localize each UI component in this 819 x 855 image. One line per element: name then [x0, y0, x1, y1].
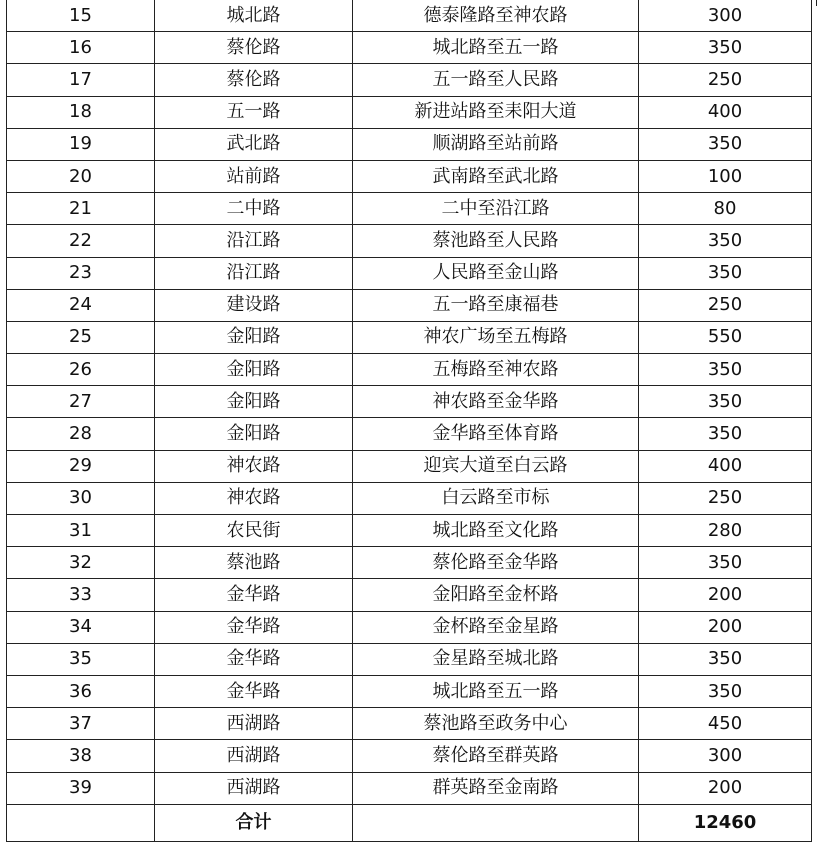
road-name: 武北路 — [155, 128, 353, 160]
road-name: 沿江路 — [155, 257, 353, 289]
road-name: 神农路 — [155, 482, 353, 514]
road-table — [6, 0, 812, 842]
row-number: 39 — [7, 772, 155, 804]
road-name: 五一路 — [155, 96, 353, 128]
total-length: 12460 — [639, 804, 812, 841]
table-row — [7, 772, 812, 804]
table-row — [7, 579, 812, 611]
road-length: 100 — [639, 160, 812, 192]
road-length: 350 — [639, 418, 812, 450]
table-row — [7, 354, 812, 386]
road-section: 五一路至康福巷 — [353, 289, 639, 321]
page-edge-line — [816, 0, 817, 6]
road-length: 250 — [639, 482, 812, 514]
road-name: 金华路 — [155, 643, 353, 675]
road-section: 城北路至五一路 — [353, 32, 639, 64]
table-row — [7, 482, 812, 514]
row-number: 23 — [7, 257, 155, 289]
road-length: 350 — [639, 386, 812, 418]
row-number: 19 — [7, 128, 155, 160]
road-length: 80 — [639, 193, 812, 225]
table-row — [7, 257, 812, 289]
row-number: 27 — [7, 386, 155, 418]
road-length: 300 — [639, 740, 812, 772]
row-number: 38 — [7, 740, 155, 772]
road-section: 蔡伦路至群英路 — [353, 740, 639, 772]
row-number: 29 — [7, 450, 155, 482]
row-number: 33 — [7, 579, 155, 611]
road-name: 西湖路 — [155, 740, 353, 772]
row-number: 17 — [7, 64, 155, 96]
row-number: 21 — [7, 193, 155, 225]
road-section: 蔡伦路至金华路 — [353, 547, 639, 579]
road-length: 400 — [639, 450, 812, 482]
road-length: 350 — [639, 225, 812, 257]
table-row — [7, 450, 812, 482]
road-section: 迎宾大道至白云路 — [353, 450, 639, 482]
row-number: 18 — [7, 96, 155, 128]
road-length: 350 — [639, 32, 812, 64]
row-number: 30 — [7, 482, 155, 514]
table-row — [7, 289, 812, 321]
road-name: 沿江路 — [155, 225, 353, 257]
road-length: 350 — [639, 547, 812, 579]
road-table-body — [7, 0, 812, 841]
road-length: 350 — [639, 354, 812, 386]
road-section: 金华路至体育路 — [353, 418, 639, 450]
road-section: 金星路至城北路 — [353, 643, 639, 675]
road-length: 400 — [639, 96, 812, 128]
road-name: 蔡池路 — [155, 547, 353, 579]
row-number: 34 — [7, 611, 155, 643]
total-number-cell — [7, 804, 155, 841]
row-number: 22 — [7, 225, 155, 257]
road-name: 金华路 — [155, 579, 353, 611]
road-name: 神农路 — [155, 450, 353, 482]
road-section: 新进站路至耒阳大道 — [353, 96, 639, 128]
row-number: 25 — [7, 321, 155, 353]
road-length: 200 — [639, 579, 812, 611]
table-row — [7, 0, 812, 32]
table-row — [7, 225, 812, 257]
road-name: 金华路 — [155, 675, 353, 707]
table-row — [7, 386, 812, 418]
road-length: 550 — [639, 321, 812, 353]
row-number: 15 — [7, 0, 155, 32]
road-section: 白云路至市标 — [353, 482, 639, 514]
table-row — [7, 96, 812, 128]
road-section: 金阳路至金杯路 — [353, 579, 639, 611]
row-number: 36 — [7, 675, 155, 707]
road-section: 德泰隆路至神农路 — [353, 0, 639, 32]
road-name: 二中路 — [155, 193, 353, 225]
table-row — [7, 160, 812, 192]
road-section: 群英路至金南路 — [353, 772, 639, 804]
road-name: 金阳路 — [155, 354, 353, 386]
total-label: 合计 — [155, 804, 353, 841]
road-length: 250 — [639, 289, 812, 321]
road-section: 武南路至武北路 — [353, 160, 639, 192]
row-number: 35 — [7, 643, 155, 675]
row-number: 28 — [7, 418, 155, 450]
road-section: 神农广场至五梅路 — [353, 321, 639, 353]
road-section: 神农路至金华路 — [353, 386, 639, 418]
road-section: 城北路至五一路 — [353, 675, 639, 707]
road-name: 西湖路 — [155, 708, 353, 740]
road-length: 350 — [639, 257, 812, 289]
road-section: 五一路至人民路 — [353, 64, 639, 96]
road-name: 金阳路 — [155, 386, 353, 418]
row-number: 32 — [7, 547, 155, 579]
road-length: 200 — [639, 772, 812, 804]
road-section: 蔡池路至人民路 — [353, 225, 639, 257]
table-row — [7, 418, 812, 450]
road-length: 250 — [639, 64, 812, 96]
table-row — [7, 193, 812, 225]
road-name: 金阳路 — [155, 418, 353, 450]
row-number: 16 — [7, 32, 155, 64]
road-name: 农民街 — [155, 515, 353, 547]
table-row — [7, 643, 812, 675]
row-number: 20 — [7, 160, 155, 192]
table-row — [7, 611, 812, 643]
total-section-cell — [353, 804, 639, 841]
table-row — [7, 128, 812, 160]
road-length: 450 — [639, 708, 812, 740]
road-name: 金华路 — [155, 611, 353, 643]
road-section: 金杯路至金星路 — [353, 611, 639, 643]
road-section: 顺湖路至站前路 — [353, 128, 639, 160]
road-name: 蔡伦路 — [155, 64, 353, 96]
road-name: 蔡伦路 — [155, 32, 353, 64]
road-name: 西湖路 — [155, 772, 353, 804]
road-name: 站前路 — [155, 160, 353, 192]
road-section: 人民路至金山路 — [353, 257, 639, 289]
table-row — [7, 708, 812, 740]
road-length: 350 — [639, 675, 812, 707]
road-section: 五梅路至神农路 — [353, 354, 639, 386]
row-number: 26 — [7, 354, 155, 386]
row-number: 24 — [7, 289, 155, 321]
row-number: 31 — [7, 515, 155, 547]
row-number: 37 — [7, 708, 155, 740]
table-row — [7, 515, 812, 547]
table-row — [7, 740, 812, 772]
table-row — [7, 64, 812, 96]
table-row — [7, 32, 812, 64]
road-length: 200 — [639, 611, 812, 643]
road-name: 城北路 — [155, 0, 353, 32]
road-section: 二中至沿江路 — [353, 193, 639, 225]
road-length: 280 — [639, 515, 812, 547]
table-row — [7, 547, 812, 579]
road-section: 城北路至文化路 — [353, 515, 639, 547]
road-name: 金阳路 — [155, 321, 353, 353]
road-length: 300 — [639, 0, 812, 32]
table-row — [7, 321, 812, 353]
total-row — [7, 804, 812, 841]
road-length: 350 — [639, 643, 812, 675]
road-length: 350 — [639, 128, 812, 160]
road-section: 蔡池路至政务中心 — [353, 708, 639, 740]
road-name: 建设路 — [155, 289, 353, 321]
table-row — [7, 675, 812, 707]
